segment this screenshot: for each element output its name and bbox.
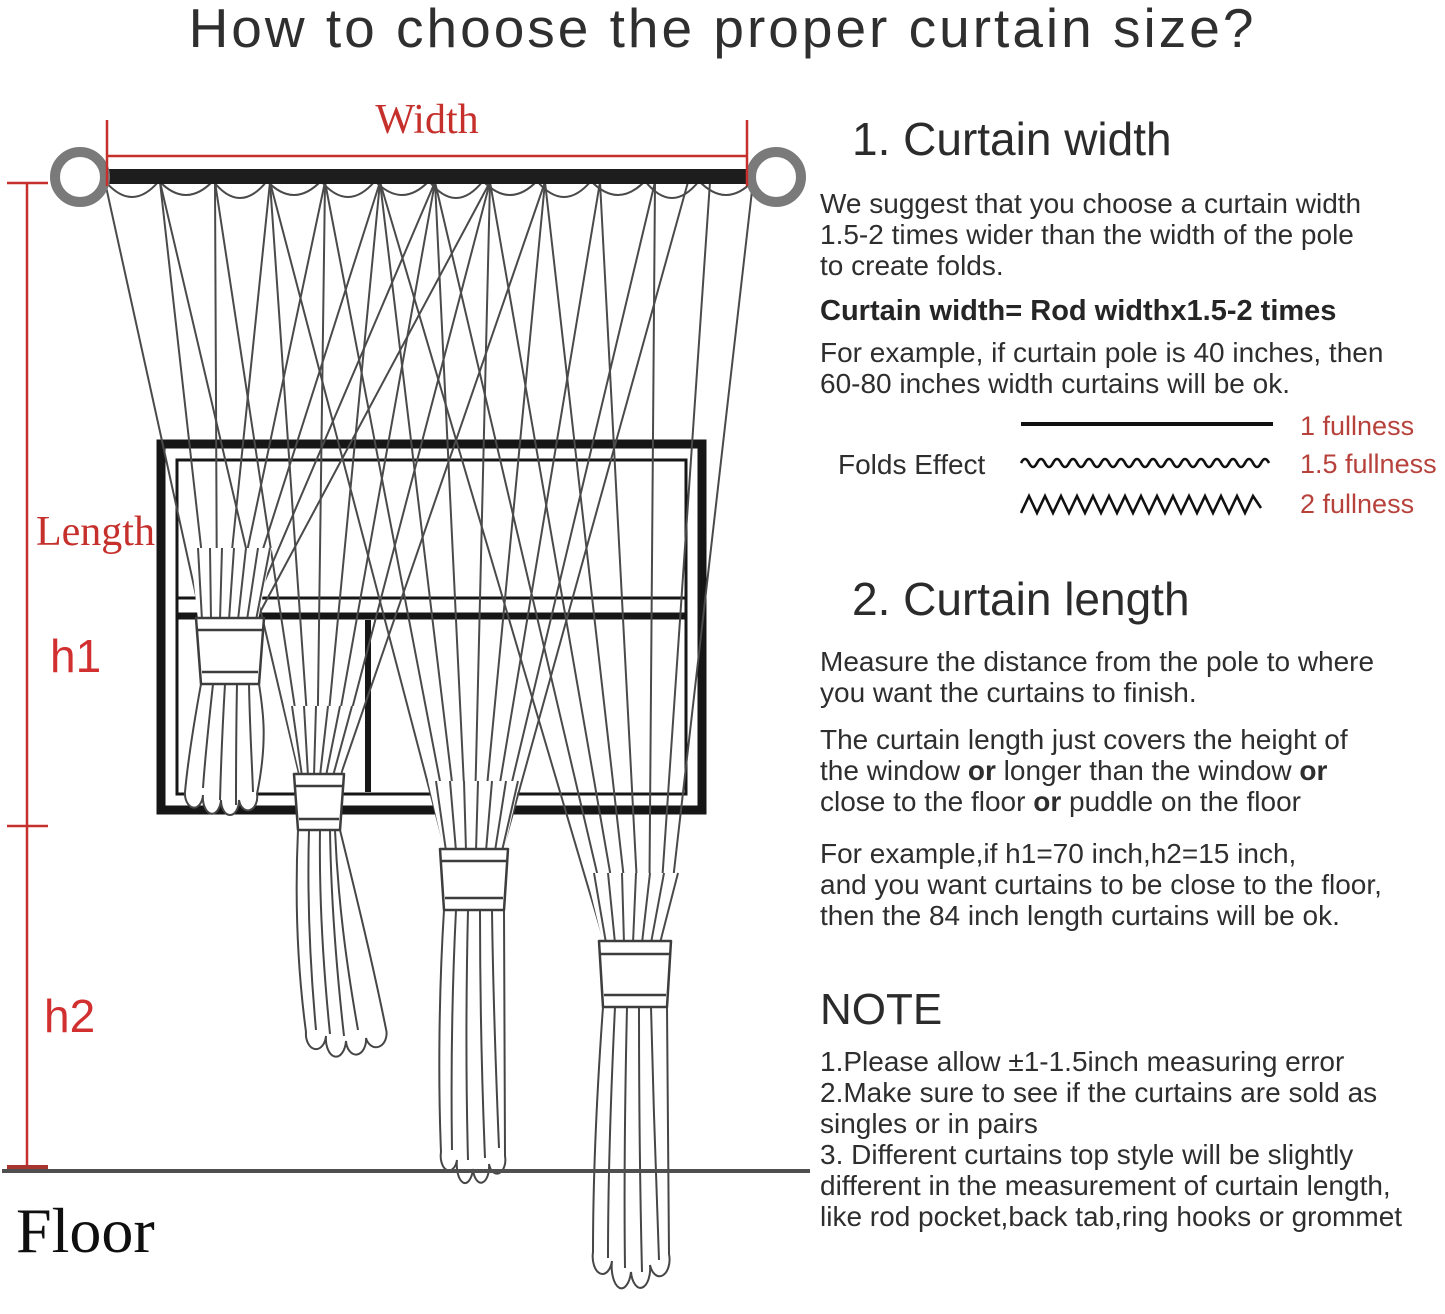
rod-ring-left (55, 152, 105, 202)
straight-line-icon (1020, 411, 1276, 435)
page-title: How to choose the proper curtain size? (188, 0, 1257, 59)
note-item: 3. Different curtains top style will be slightly (820, 1139, 1354, 1170)
fullness-2-label: 2 fullness (1300, 489, 1415, 519)
fullness-1-5-label: 1.5 fullness (1300, 449, 1437, 479)
curtain-rod (95, 169, 761, 184)
curtain-tails (185, 684, 670, 1288)
section-2-example: For example,if h1=70 inch,h2=15 inch, and you want curtains to be close to the floor, then the 84 inch length curtains will be ok. (820, 838, 1382, 931)
note-item: different in the measurement of curtain length, (820, 1170, 1391, 1201)
length-measure (7, 183, 48, 1168)
fullness-row-3 (820, 489, 1445, 523)
width-label: Width (375, 97, 479, 143)
note-item: singles or in pairs (820, 1108, 1038, 1139)
folds-effect-label: Folds Effect (838, 449, 986, 480)
section-2-heading: 2. Curtain length (852, 573, 1190, 625)
section-1-heading: 1. Curtain width (852, 113, 1172, 165)
note-item: like rod pocket,back tab,ring hooks or grommet (820, 1201, 1403, 1232)
rod-ring-right (751, 152, 801, 202)
h1-label: h1 (50, 630, 102, 682)
fullness-1-label: 1 fullness (1300, 411, 1415, 441)
note-item: 1.Please allow ±1-1.5inch measuring error (820, 1046, 1345, 1077)
floor-label: Floor (16, 1195, 155, 1266)
fullness-row-2 (820, 449, 1445, 483)
note-item: 2.Make sure to see if the curtains are sold as (820, 1077, 1378, 1108)
section-2-paragraph-1: Measure the distance from the pole to where you want the curtains to finish. (820, 646, 1375, 708)
curtain-fan-4 (380, 182, 753, 941)
section-1-paragraph: We suggest that you choose a curtain width 1.5-2 times wider than the width of the pole to create folds. (820, 188, 1362, 281)
h2-label: h2 (44, 990, 96, 1042)
length-label: Length (36, 509, 155, 555)
section-1-example: For example, if curtain pole is 40 inches, then 60-80 inches width curtains will be ok. (820, 337, 1384, 399)
width-formula: Curtain width= Rod widthx1.5-2 times (820, 295, 1337, 327)
zigzag-line-icon (1020, 489, 1276, 519)
folds-effect-legend (820, 405, 1445, 540)
fullness-row-1 (820, 411, 1445, 445)
note-list (820, 1046, 1445, 1232)
section-2-paragraph-2: The curtain length just covers the height of the window or longer than the window or close to the floor or puddle on the floor (820, 724, 1348, 817)
note-heading: NOTE (820, 985, 943, 1034)
wavy-line-icon (1020, 449, 1276, 473)
